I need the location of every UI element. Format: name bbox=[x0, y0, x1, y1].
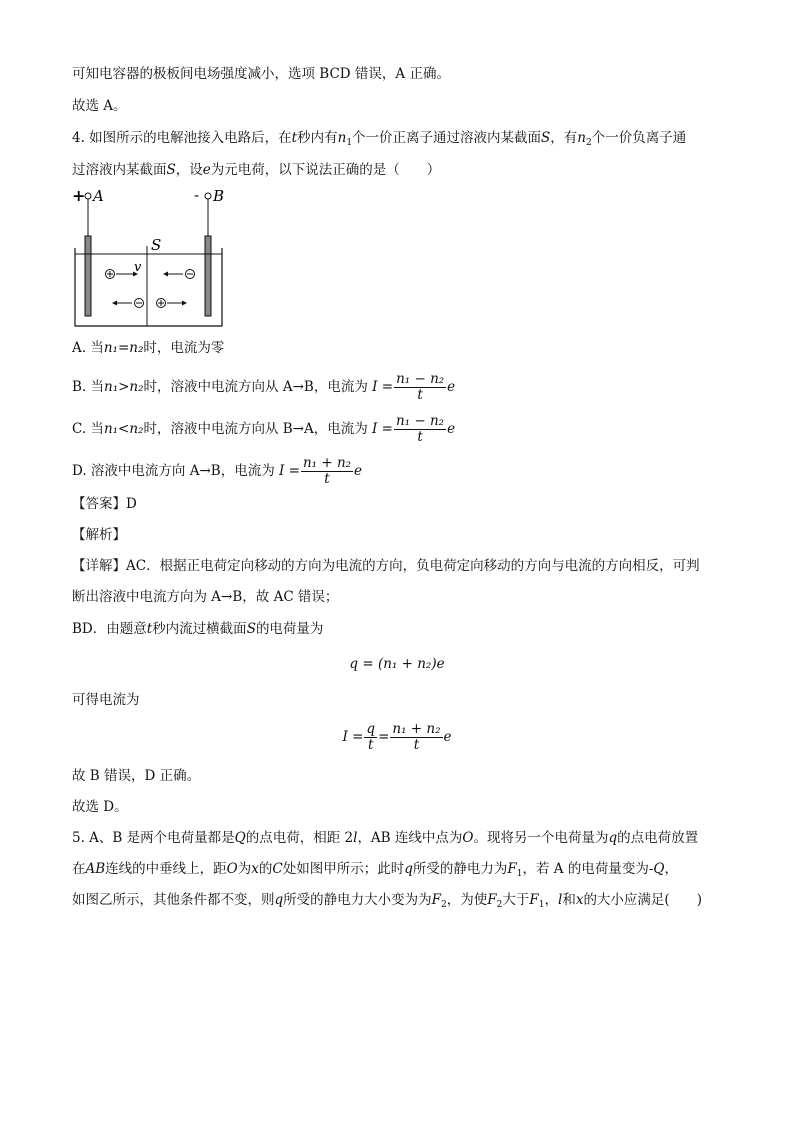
text: 的点电荷，相距 2 bbox=[245, 830, 354, 846]
text: 可得电流为 bbox=[72, 692, 140, 708]
var-l: l bbox=[353, 830, 358, 846]
conclusion-2 bbox=[72, 797, 128, 817]
current-label bbox=[72, 690, 140, 710]
text: 时，溶液中电流方向从 A→B，电流为 bbox=[143, 379, 368, 395]
label-A: A bbox=[93, 187, 104, 205]
text: BD．由题意 bbox=[72, 621, 147, 637]
text: 的电荷量为 bbox=[255, 621, 324, 637]
electrolysis-cell-figure bbox=[70, 184, 230, 334]
analysis: 【解析】 bbox=[72, 527, 126, 543]
text: 为 bbox=[237, 861, 252, 877]
text: 如图乙所示，其他条件都不变，则 bbox=[72, 892, 275, 908]
equals: = bbox=[378, 729, 390, 745]
condition: n₁<n₂ bbox=[103, 421, 144, 437]
formula-q: q = (n₁ + n₂)e bbox=[349, 656, 445, 672]
var-F: F bbox=[431, 892, 442, 908]
var-x: x bbox=[251, 861, 259, 877]
var-Q: Q bbox=[234, 830, 246, 846]
question-5-line-1 bbox=[72, 828, 698, 848]
denominator: t bbox=[324, 471, 330, 487]
text: 4. 如图所示的电解池接入电路后，在 bbox=[72, 130, 292, 146]
var-q: q bbox=[404, 861, 413, 877]
question-4-line-1 bbox=[72, 128, 686, 153]
text-line-2 bbox=[72, 96, 127, 116]
text: 为元电荷，以下说法正确的是（ ） bbox=[210, 162, 441, 178]
var-S: S bbox=[166, 162, 176, 178]
terminal-B bbox=[205, 193, 211, 199]
formula-I: I = bbox=[342, 729, 364, 745]
var-t: t bbox=[291, 130, 298, 146]
condition: n₁>n₂ bbox=[104, 379, 144, 395]
electrode-B bbox=[205, 236, 211, 316]
text: 。现将另一个电荷量为 bbox=[473, 830, 609, 846]
sub: 1 bbox=[538, 900, 545, 910]
text: C. 当 bbox=[72, 421, 104, 437]
var-S: S bbox=[541, 130, 551, 146]
formula-I: I = bbox=[279, 463, 300, 479]
text: 个一价正离子通过溶液内某截面 bbox=[352, 130, 542, 146]
text: 的大小应满足( ) bbox=[583, 892, 702, 908]
text: 故 B 错误，D 正确。 bbox=[72, 768, 201, 784]
text: 过溶液内某截面 bbox=[72, 162, 167, 178]
var-S: S bbox=[246, 621, 256, 637]
fraction bbox=[394, 372, 446, 403]
answer: 【答案】D bbox=[72, 496, 137, 512]
var-e: e bbox=[447, 421, 456, 437]
text: B. 当 bbox=[72, 379, 105, 395]
numerator: n₁ + n₂ bbox=[392, 721, 441, 737]
condition: n₁=n₂ bbox=[103, 340, 144, 356]
var-F: F bbox=[487, 892, 497, 908]
text: 所受的静电力为 bbox=[412, 861, 508, 877]
var-t: t bbox=[146, 621, 153, 637]
text: ， bbox=[544, 892, 558, 908]
numerator: n₁ + n₂ bbox=[302, 455, 352, 471]
sub: 1 bbox=[346, 138, 353, 148]
numerator: n₁ − n₂ bbox=[395, 413, 445, 429]
sub: 1 bbox=[516, 869, 523, 879]
text: 和 bbox=[562, 892, 576, 908]
text: 时，电流为零 bbox=[143, 340, 225, 356]
detail-line-1 bbox=[72, 556, 700, 576]
detail-line-2 bbox=[72, 587, 338, 607]
text: D. 溶液中电流方向 A→B，电流为 bbox=[72, 463, 275, 479]
text: 断出溶液中电流方向为 A→B，故 AC 错误； bbox=[72, 589, 339, 605]
text: 【详解】AC．根据正电荷定向移动的方向为电流的方向，负电荷定向移动的方向与电流的方向相反，可判 bbox=[72, 558, 700, 574]
minus-sign: - bbox=[194, 186, 200, 204]
text: 时，溶液中电流方向从 B→A，电流为 bbox=[143, 421, 368, 437]
question-5-line-3 bbox=[72, 890, 702, 915]
text: ， bbox=[664, 861, 678, 877]
text: 的 bbox=[258, 861, 273, 877]
var-C: C bbox=[272, 861, 283, 877]
var-n2: n bbox=[577, 130, 586, 146]
fraction bbox=[364, 722, 377, 753]
label-v: v bbox=[134, 260, 142, 275]
numerator: q bbox=[366, 721, 376, 737]
bd-line bbox=[72, 619, 323, 639]
var-q: q bbox=[608, 830, 618, 846]
denominator: t bbox=[417, 429, 423, 445]
text: 连线的中垂线上，距 bbox=[105, 861, 227, 877]
text: 故选 D。 bbox=[72, 799, 128, 815]
conclusion-1 bbox=[72, 766, 200, 786]
var-O: O bbox=[462, 830, 474, 846]
option-B bbox=[72, 372, 455, 403]
text: 在 bbox=[72, 861, 86, 877]
var-e: e bbox=[443, 729, 452, 745]
var-e: e bbox=[447, 379, 456, 395]
denominator: t bbox=[368, 737, 374, 753]
answer-line bbox=[72, 494, 137, 514]
text: ，设 bbox=[175, 162, 203, 178]
fraction bbox=[394, 414, 446, 445]
var-n1: n bbox=[337, 130, 347, 146]
plus-sign: + bbox=[72, 186, 86, 205]
text: 处如图甲所示；此时 bbox=[282, 861, 405, 877]
text: ，AB 连线中点为 bbox=[357, 830, 463, 846]
fraction bbox=[301, 456, 353, 487]
var-x: x bbox=[575, 892, 584, 908]
electrode-A bbox=[85, 236, 91, 316]
sub: 2 bbox=[441, 900, 447, 910]
fraction bbox=[390, 722, 442, 753]
var-e: e bbox=[354, 463, 363, 479]
denominator: t bbox=[417, 387, 423, 403]
var-e: e bbox=[202, 162, 211, 178]
question-4-line-2 bbox=[72, 160, 440, 180]
option-D bbox=[72, 456, 362, 487]
current-formula bbox=[0, 722, 794, 753]
formula-I: I = bbox=[372, 379, 394, 395]
formula-I: I = bbox=[372, 421, 393, 437]
charge-formula bbox=[0, 654, 794, 674]
label-B: B bbox=[213, 187, 225, 205]
text: 5. A、B 是两个电荷量都是 bbox=[72, 830, 235, 846]
analysis-heading bbox=[72, 525, 126, 545]
option-A bbox=[72, 338, 224, 358]
text: 秒内流过横截面 bbox=[152, 621, 247, 637]
text: 大于 bbox=[502, 892, 530, 908]
text: 个一价负离子通 bbox=[591, 130, 687, 146]
text: 的点电荷放置 bbox=[617, 830, 699, 846]
sub: 2 bbox=[496, 900, 503, 910]
var-F: F bbox=[507, 861, 517, 877]
sub: 2 bbox=[586, 138, 592, 148]
text-line-1 bbox=[72, 64, 450, 84]
label-S: S bbox=[151, 236, 162, 254]
var-F: F bbox=[529, 892, 539, 908]
text: ，若 A 的电荷量变为- bbox=[522, 861, 654, 877]
numerator: n₁ − n₂ bbox=[396, 371, 445, 387]
text: 秒内有 bbox=[297, 130, 338, 146]
question-5-line-2 bbox=[72, 859, 678, 884]
var-l: l bbox=[557, 892, 563, 908]
var-O: O bbox=[226, 861, 238, 877]
denominator: t bbox=[413, 737, 420, 753]
var-q: q bbox=[274, 892, 284, 908]
option-C bbox=[72, 414, 455, 445]
text: 所受的静电力大小变为为 bbox=[283, 892, 432, 908]
text: 故选 A。 bbox=[72, 98, 127, 114]
text: A. 当 bbox=[72, 340, 104, 356]
var-AB: AB bbox=[85, 861, 106, 877]
text: ，为使 bbox=[446, 892, 488, 908]
terminal-A bbox=[85, 193, 91, 199]
text: 可知电容器的极板间电场强度减小，选项 BCD 错误，A 正确。 bbox=[72, 66, 450, 82]
var-Q: Q bbox=[653, 861, 665, 877]
tank bbox=[75, 248, 222, 326]
text: ，有 bbox=[550, 130, 578, 146]
